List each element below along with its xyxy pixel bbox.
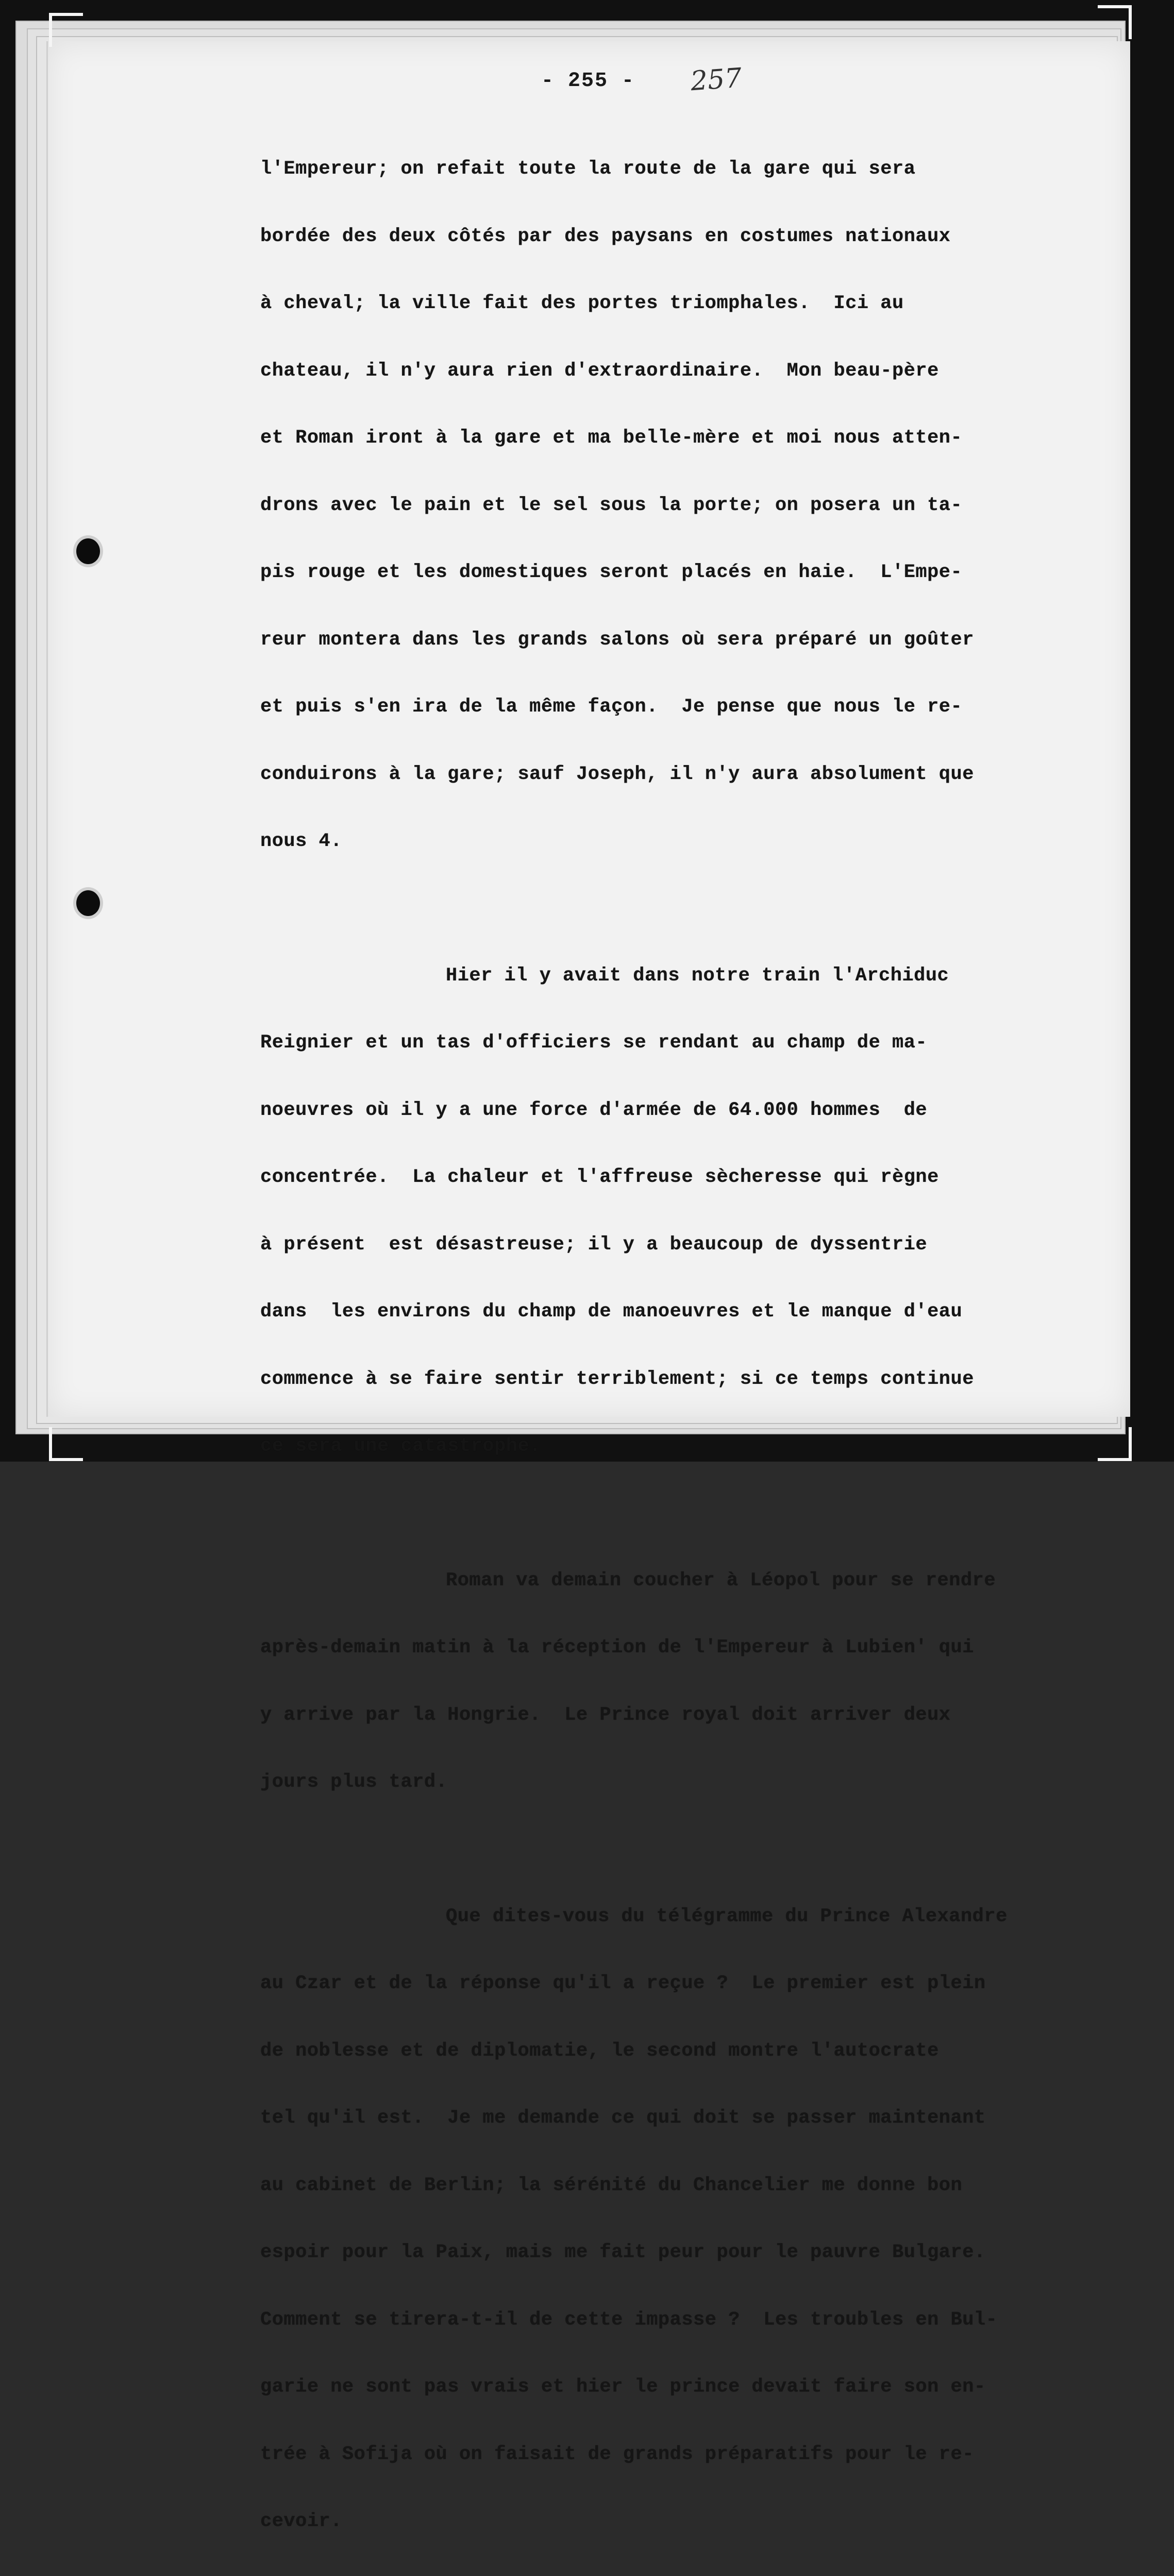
text-line: au Czar et de la réponse qu'il a reçue ? Le premier est plein xyxy=(260,1973,1105,1995)
text-line: chateau, il n'y aura rien d'extraordinaire. Mon beau-père xyxy=(260,360,1105,383)
text-line: ce sera une catastrophe. xyxy=(260,1435,1105,1458)
text-line: après-demain matin à la réception de l'Empereur à Lubien' qui xyxy=(260,1637,1105,1659)
text-line: à présent est désastreuse; il y a beaucoup de dyssentrie xyxy=(260,1234,1105,1257)
paragraph xyxy=(260,113,1105,898)
text-line: concentrée. La chaleur et l'affreuse sècheresse qui règne xyxy=(260,1166,1105,1189)
text-line: nous 4. xyxy=(260,831,1105,853)
text-line: reur montera dans les grands salons où sera préparé un goûter xyxy=(260,629,1105,652)
text-line: commence à se faire sentir terriblement; si ce temps continue xyxy=(260,1368,1105,1391)
text-line: dans les environs du champ de manoeuvres et le manque d'eau xyxy=(260,1301,1105,1324)
handwritten-page-number: 257 xyxy=(690,63,743,97)
text-line: jours plus tard. xyxy=(260,1771,1105,1794)
text-line: l'Empereur; on refait toute la route de la gare qui sera xyxy=(260,158,1105,181)
paragraph xyxy=(260,920,1105,1503)
text-line: bordée des deux côtés par des paysans en costumes nationaux xyxy=(260,226,1105,248)
text-line xyxy=(260,965,1105,988)
text-line: Comment se tirera-t-il de cette impasse ? Les troubles en Bul- xyxy=(260,2309,1105,2332)
paragraph xyxy=(260,1861,1105,2576)
text-line-content: Que dites-vous du télégramme du Prince Alexandre xyxy=(446,1906,1008,1927)
text-line: drons avec le pain et le sel sous la porte; on posera un ta- xyxy=(260,495,1105,517)
text-line xyxy=(260,1906,1105,1928)
text-line: espoir pour la Paix, mais me fait peur pour le pauvre Bulgare. xyxy=(260,2242,1105,2264)
punch-hole-icon xyxy=(76,538,100,564)
text-line xyxy=(260,1570,1105,1592)
text-line: noeuvres où il y a une force d'armée de 64.000 hommes de xyxy=(260,1099,1105,1122)
text-line: trée à Sofija où on faisait de grands préparatifs pour le re- xyxy=(260,2444,1105,2466)
crop-mark-icon xyxy=(49,1427,83,1461)
text-line: à cheval; la ville fait des portes triomphales. Ici au xyxy=(260,293,1105,315)
text-line: garie ne sont pas vrais et hier le prince devait faire son en- xyxy=(260,2376,1105,2399)
text-line: au cabinet de Berlin; la sérénité du Chancelier me donne bon xyxy=(260,2175,1105,2197)
letter-body xyxy=(260,113,1105,2576)
text-line: conduirons à la gare; sauf Joseph, il n'y aura absolument que xyxy=(260,764,1105,786)
page-number: - 255 - xyxy=(541,70,635,93)
text-line: et puis s'en ira de la même façon. Je pense que nous le re- xyxy=(260,696,1105,719)
text-line: tel qu'il est. Je me demande ce qui doit se passer maintenant xyxy=(260,2107,1105,2130)
text-line: Reignier et un tas d'officiers se rendant au champ de ma- xyxy=(260,1032,1105,1055)
paragraph xyxy=(260,1525,1105,1839)
crop-mark-icon xyxy=(1098,5,1132,39)
text-line: cevoir. xyxy=(260,2511,1105,2533)
text-line: et Roman iront à la gare et ma belle-mère et moi nous atten- xyxy=(260,427,1105,450)
text-line: y arrive par la Hongrie. Le Prince royal doit arriver deux xyxy=(260,1704,1105,1727)
text-line: pis rouge et les domestiques seront placés en haie. L'Empe- xyxy=(260,562,1105,584)
punch-hole-icon xyxy=(76,890,100,916)
text-line: de noblesse et de diplomatie, le second montre l'autocrate xyxy=(260,2040,1105,2063)
crop-mark-icon xyxy=(49,13,83,47)
text-line-content: Hier il y avait dans notre train l'Archiduc xyxy=(446,965,949,987)
text-line-content: Roman va demain coucher à Léopol pour se rendre xyxy=(446,1570,996,1591)
